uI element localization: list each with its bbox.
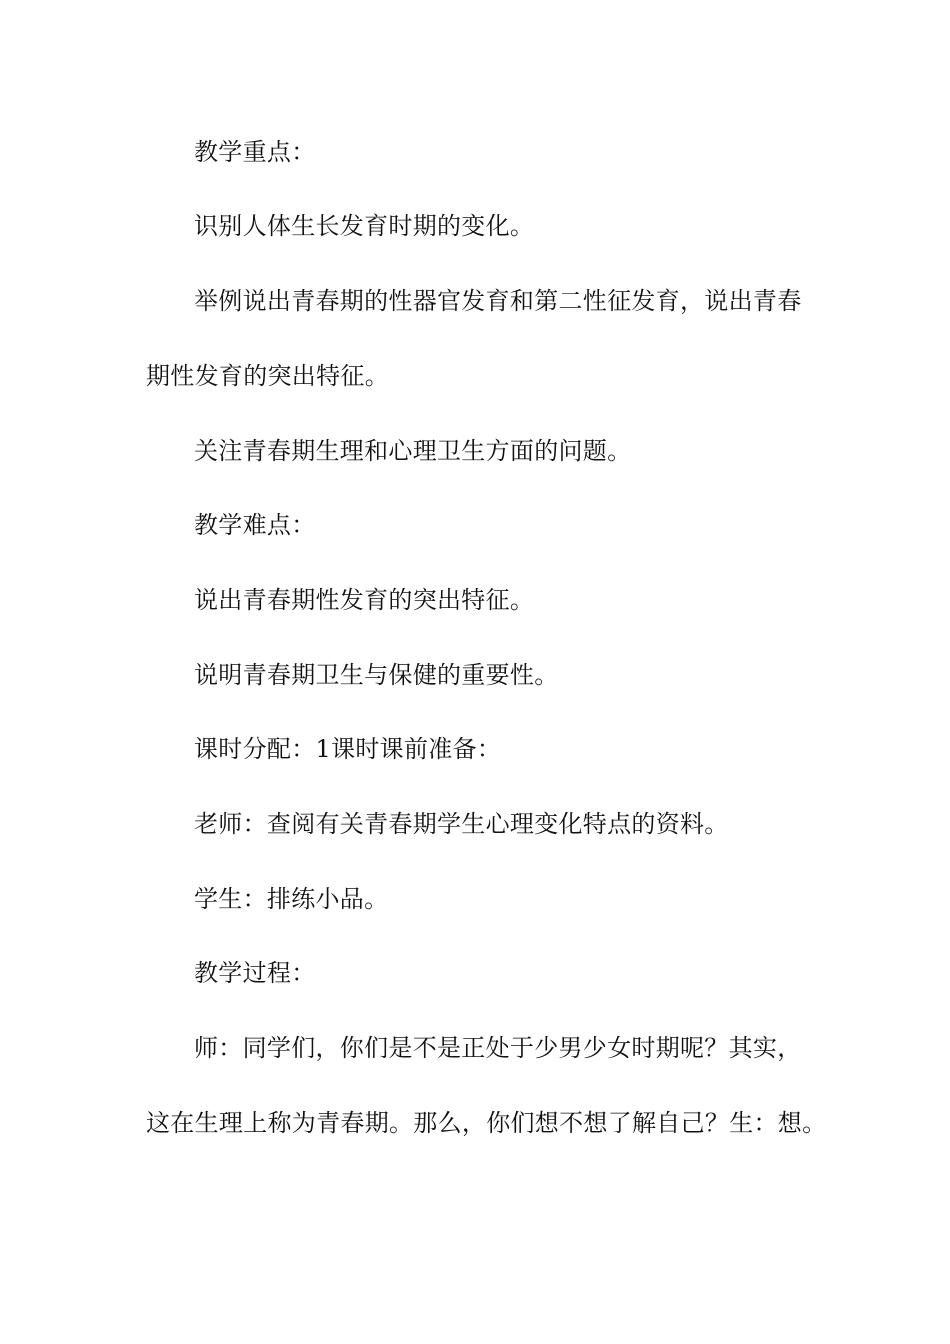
paragraph-line: 这在生理上称为青春期。那么，你们想不想了解自己？生：想。 bbox=[146, 1109, 827, 1137]
paragraph-line: 关注青春期生理和心理卫生方面的问题。 bbox=[194, 437, 632, 465]
paragraph-line: 老师：查阅有关青春期学生心理变化特点的资料。 bbox=[194, 810, 729, 838]
heading-teaching-difficulty: 教学难点： bbox=[194, 511, 316, 539]
heading-teaching-focus: 教学重点： bbox=[194, 138, 316, 166]
paragraph-line: 学生：排练小品。 bbox=[194, 885, 389, 913]
paragraph-line: 说出青春期性发育的突出特征。 bbox=[194, 586, 535, 614]
paragraph-line: 识别人体生长发育时期的变化。 bbox=[194, 212, 535, 240]
paragraph-line: 师：同学们，你们是不是正处于少男少女时期呢？其实， bbox=[194, 1034, 802, 1062]
paragraph-line: 期性发育的突出特征。 bbox=[146, 362, 389, 390]
paragraph-line: 举例说出青春期的性器官发育和第二性征发育，说出青春 bbox=[194, 287, 802, 315]
heading-teaching-process: 教学过程： bbox=[194, 959, 316, 987]
paragraph-line: 课时分配：1课时课前准备： bbox=[194, 735, 502, 763]
paragraph-line: 说明青春期卫生与保健的重要性。 bbox=[194, 661, 559, 689]
